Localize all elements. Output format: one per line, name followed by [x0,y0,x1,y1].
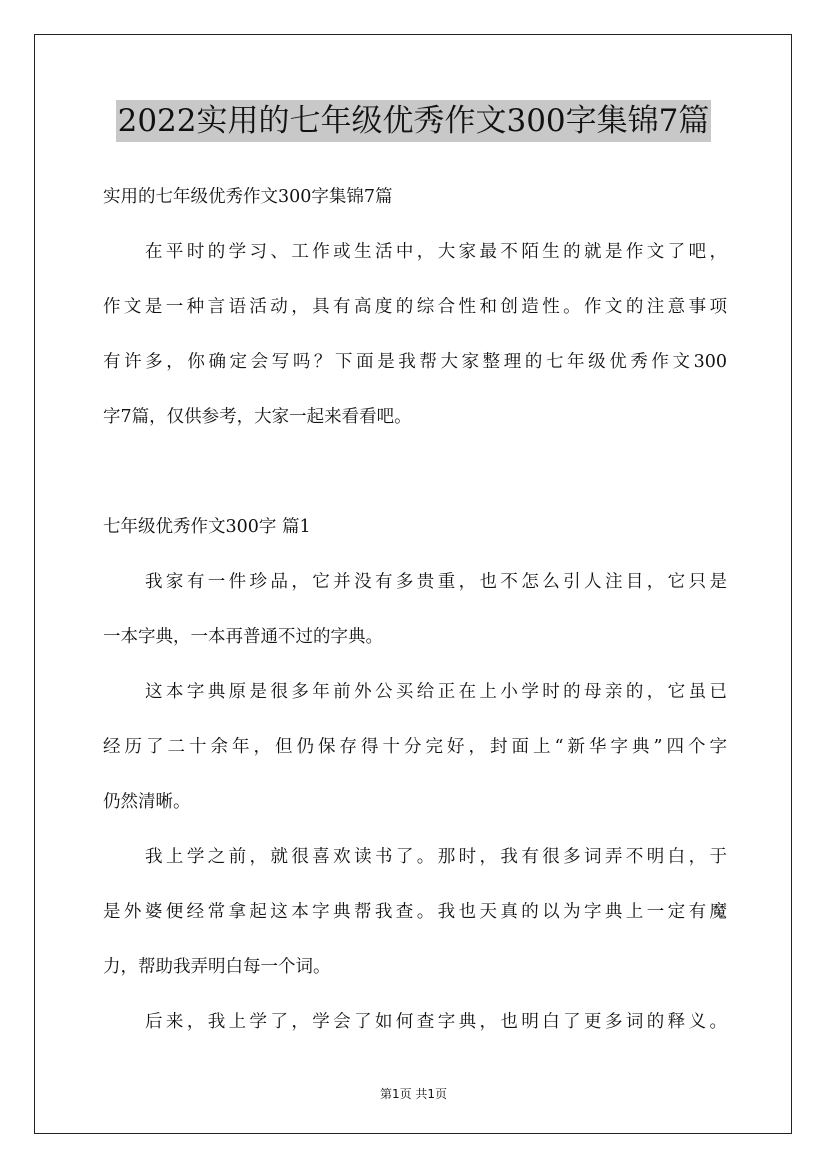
subtitle: 实用的七年级优秀作文300字集锦7篇 [103,187,393,207]
intro-line: 作文是一种言语活动，具有高度的综合性和创造性。作文的注意事项 [103,297,727,317]
paragraph-line: 仍然清晰。 [103,792,191,812]
paragraph-line: 后来，我上学了，学会了如何查字典，也明白了更多词的释义。 [145,1012,727,1032]
page-number: 第1页 共1页 [379,1087,448,1101]
paragraph-line: 经历了二十余年，但仍保存得十分完好，封面上“新华字典”四个字 [103,737,727,757]
title-container [0,100,827,142]
section-heading: 七年级优秀作文300字 篇1 [103,517,311,537]
intro-line: 有许多，你确定会写吗？下面是我帮大家整理的七年级优秀作文300 [103,352,727,372]
intro-line: 字7篇，仅供参考，大家一起来看看吧。 [103,407,412,427]
paragraph-line: 这本字典原是很多年前外公买给正在上小学时的母亲的，它虽已 [145,682,727,702]
document-body [103,170,727,1050]
paragraph-line: 一本字典，一本再普通不过的字典。 [103,627,383,647]
paragraph-line: 是外婆便经常拿起这本字典帮我查。我也天真的以为字典上一定有魔 [103,902,727,922]
paragraph-line: 我家有一件珍品，它并没有多贵重，也不怎么引人注目，它只是 [145,572,727,592]
document-title: 2022实用的七年级优秀作文300字集锦7篇 [116,100,712,142]
paragraph-line: 我上学之前，就很喜欢读书了。那时，我有很多词弄不明白，于 [145,847,727,867]
paragraph-line: 力，帮助我弄明白每一个词。 [103,957,331,977]
spacer [103,445,727,500]
intro-line: 在平时的学习、工作或生活中，大家最不陌生的就是作文了吧， [145,242,727,262]
